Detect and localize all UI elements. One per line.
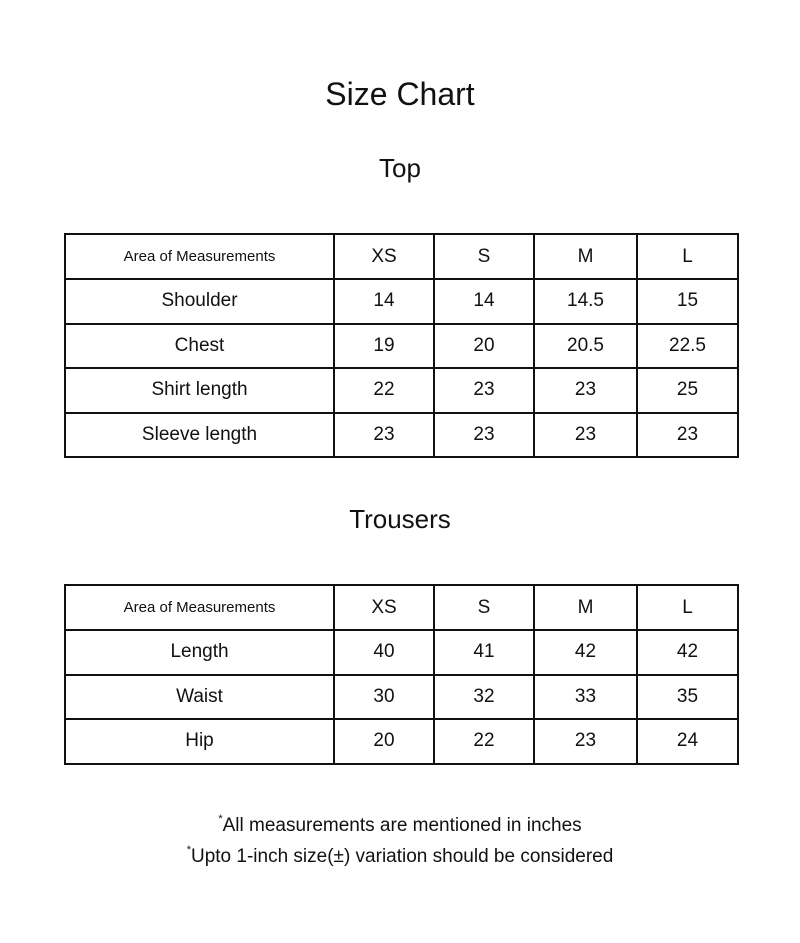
table-cell: 42 bbox=[637, 630, 738, 675]
table-header-row bbox=[65, 234, 738, 279]
table-cell: 23 bbox=[534, 368, 637, 413]
table-cell: 23 bbox=[534, 413, 637, 458]
table-cell: 15 bbox=[637, 279, 738, 324]
top-section-title: Top bbox=[379, 153, 421, 183]
table-row bbox=[65, 413, 738, 458]
table-row bbox=[65, 279, 738, 324]
table-header-row bbox=[65, 585, 738, 630]
table-cell: 14 bbox=[334, 279, 434, 324]
measurement-label: Sleeve length bbox=[65, 413, 334, 458]
header-cell-area: Area of Measurements bbox=[65, 234, 334, 279]
table-cell: 30 bbox=[334, 675, 434, 720]
footnote-text: All measurements are mentioned in inches bbox=[222, 815, 582, 836]
measurement-label: Length bbox=[65, 630, 334, 675]
table-cell: 33 bbox=[534, 675, 637, 720]
table-cell: 14 bbox=[434, 279, 534, 324]
page-title: Size Chart bbox=[325, 76, 475, 112]
header-cell-size: S bbox=[434, 585, 534, 630]
table-cell: 22 bbox=[434, 719, 534, 764]
footnote-marker: * bbox=[218, 813, 223, 825]
table-row bbox=[65, 719, 738, 764]
table-cell: 35 bbox=[637, 675, 738, 720]
measurement-label: Chest bbox=[65, 324, 334, 369]
table-cell: 22 bbox=[334, 368, 434, 413]
footnote-text: Upto 1-inch size(±) variation should be considered bbox=[190, 846, 614, 867]
table-cell: 23 bbox=[534, 719, 637, 764]
footnote-inches bbox=[0, 810, 800, 841]
footnotes bbox=[0, 810, 800, 872]
table-cell: 20.5 bbox=[534, 324, 637, 369]
top-size-table bbox=[64, 233, 739, 458]
table-row bbox=[65, 675, 738, 720]
table-row bbox=[65, 630, 738, 675]
table-cell: 14.5 bbox=[534, 279, 637, 324]
header-cell-size: XS bbox=[334, 585, 434, 630]
table-cell: 20 bbox=[334, 719, 434, 764]
header-cell-size: M bbox=[534, 585, 637, 630]
measurement-label: Hip bbox=[65, 719, 334, 764]
table-cell: 23 bbox=[434, 413, 534, 458]
table-cell: 41 bbox=[434, 630, 534, 675]
table-cell: 23 bbox=[637, 413, 738, 458]
table-cell: 42 bbox=[534, 630, 637, 675]
table-cell: 19 bbox=[334, 324, 434, 369]
measurement-label: Shirt length bbox=[65, 368, 334, 413]
header-cell-size: M bbox=[534, 234, 637, 279]
header-cell-size: L bbox=[637, 585, 738, 630]
measurement-label: Waist bbox=[65, 675, 334, 720]
header-cell-area: Area of Measurements bbox=[65, 585, 334, 630]
table-cell: 20 bbox=[434, 324, 534, 369]
table-row bbox=[65, 324, 738, 369]
trousers-section-title: Trousers bbox=[349, 504, 451, 534]
table-cell: 23 bbox=[334, 413, 434, 458]
header-cell-size: L bbox=[637, 234, 738, 279]
table-cell: 24 bbox=[637, 719, 738, 764]
table-row bbox=[65, 368, 738, 413]
header-cell-size: XS bbox=[334, 234, 434, 279]
table-cell: 32 bbox=[434, 675, 534, 720]
trousers-size-table bbox=[64, 584, 739, 765]
table-cell: 22.5 bbox=[637, 324, 738, 369]
header-cell-size: S bbox=[434, 234, 534, 279]
footnote-marker: * bbox=[186, 844, 191, 856]
footnote-variation bbox=[0, 841, 800, 872]
table-cell: 40 bbox=[334, 630, 434, 675]
table-cell: 23 bbox=[434, 368, 534, 413]
table-cell: 25 bbox=[637, 368, 738, 413]
measurement-label: Shoulder bbox=[65, 279, 334, 324]
